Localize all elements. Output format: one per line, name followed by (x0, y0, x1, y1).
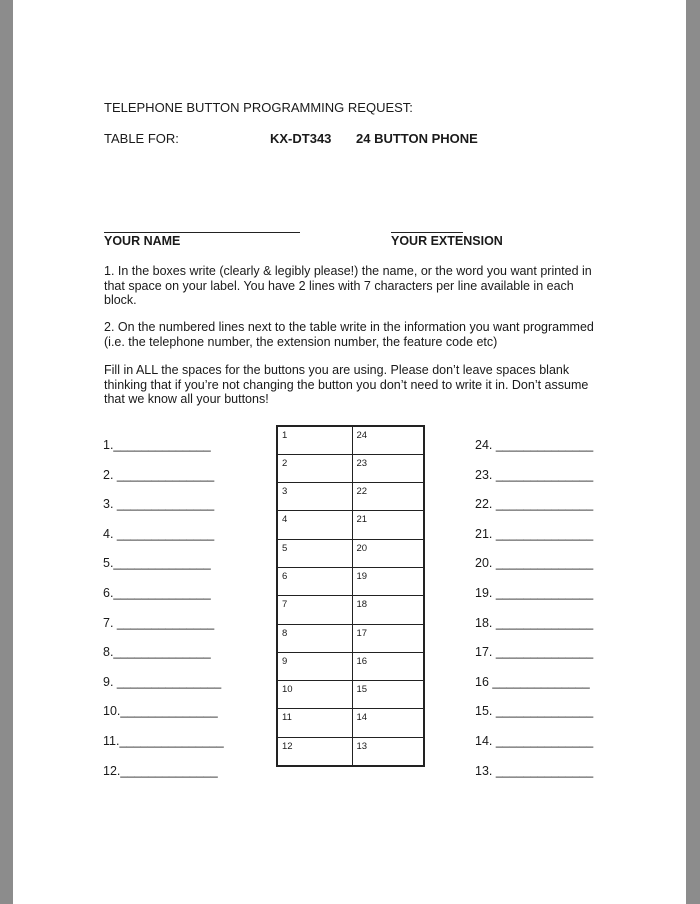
button-cell-2[interactable]: 2 (277, 454, 352, 482)
right-program-line-7[interactable]: 18. ______________ (475, 615, 594, 630)
button-cell-5[interactable]: 5 (277, 539, 352, 567)
left-program-line-10[interactable]: 10.______________ (103, 704, 218, 719)
button-cell-16[interactable]: 16 (352, 652, 424, 680)
button-table-row (277, 737, 424, 765)
table-for-label: TABLE FOR: (104, 131, 179, 146)
your-name-label: YOUR NAME (104, 234, 181, 248)
right-program-line-6[interactable]: 19. ______________ (475, 586, 594, 600)
left-program-line-11[interactable]: 11._______________ (103, 734, 224, 748)
button-cell-14[interactable]: 14 (352, 709, 424, 737)
left-program-line-6[interactable]: 6.______________ (103, 586, 211, 600)
button-cell-18[interactable]: 18 (352, 596, 424, 624)
button-cell-7[interactable]: 7 (277, 596, 352, 624)
button-cell-8[interactable]: 8 (277, 624, 352, 652)
phone-model: KX-DT343 (270, 131, 332, 146)
your-extension-label: YOUR EXTENSION (391, 234, 503, 248)
button-table-row (277, 624, 424, 652)
button-cell-12[interactable]: 12 (277, 737, 352, 765)
button-cell-9[interactable]: 9 (277, 652, 352, 680)
button-table-row (277, 652, 424, 680)
button-label-table (276, 425, 425, 767)
button-table-row (277, 596, 424, 624)
instruction-paragraph-3: Fill in ALL the spaces for the buttons you are using. Please don’t leave spaces blank thinking that if you’re not changing the button you don’t need to write it in. Don’t assume that we know all your buttons! (104, 363, 589, 406)
phone-type: 24 BUTTON PHONE (356, 131, 478, 146)
right-program-line-12[interactable]: 13. ______________ (475, 763, 594, 778)
name-underline[interactable] (104, 232, 300, 233)
right-program-line-4[interactable]: 21. ______________ (475, 526, 594, 541)
button-cell-10[interactable]: 10 (277, 681, 352, 709)
right-program-line-3[interactable]: 22. ______________ (475, 497, 594, 512)
left-program-line-1[interactable]: 1.______________ (103, 438, 211, 452)
button-cell-24[interactable]: 24 (352, 426, 424, 454)
right-program-line-8[interactable]: 17. ______________ (475, 645, 594, 660)
button-table-row (277, 426, 424, 454)
button-table-row (277, 681, 424, 709)
button-table-row (277, 567, 424, 595)
button-cell-11[interactable]: 11 (277, 709, 352, 737)
button-cell-15[interactable]: 15 (352, 681, 424, 709)
right-program-line-9[interactable]: 16 ______________ (475, 674, 590, 689)
button-cell-3[interactable]: 3 (277, 483, 352, 511)
button-cell-4[interactable]: 4 (277, 511, 352, 539)
button-table-row (277, 539, 424, 567)
right-program-line-5[interactable]: 20. ______________ (475, 556, 594, 571)
right-program-line-10[interactable]: 15. ______________ (475, 704, 594, 719)
button-cell-13[interactable]: 13 (352, 737, 424, 765)
button-table-row (277, 709, 424, 737)
extension-underline[interactable] (391, 232, 463, 233)
right-program-line-11[interactable]: 14. ______________ (475, 734, 594, 748)
button-cell-19[interactable]: 19 (352, 567, 424, 595)
left-program-line-3[interactable]: 3. ______________ (103, 497, 215, 512)
left-program-line-8[interactable]: 8.______________ (103, 645, 211, 660)
button-table-row (277, 454, 424, 482)
button-table-row (277, 511, 424, 539)
button-cell-21[interactable]: 21 (352, 511, 424, 539)
instruction-paragraph-1: 1. In the boxes write (clearly & legibly please!) the name, or the word you want printed in that space on your label. You have 2 lines with 7 characters per line available in each block. (104, 264, 592, 307)
button-cell-6[interactable]: 6 (277, 567, 352, 595)
form-title: TELEPHONE BUTTON PROGRAMMING REQUEST: (104, 100, 413, 115)
left-program-line-4[interactable]: 4. ______________ (103, 526, 215, 541)
button-table-row (277, 483, 424, 511)
left-program-line-5[interactable]: 5.______________ (103, 556, 211, 571)
instruction-paragraph-2: 2. On the numbered lines next to the table write in the information you want programmed (i.e. the telephone number, the extension number, the feature code etc) (104, 320, 594, 349)
left-program-line-12[interactable]: 12.______________ (103, 763, 218, 778)
button-cell-23[interactable]: 23 (352, 454, 424, 482)
left-program-line-7[interactable]: 7. ______________ (103, 615, 215, 630)
left-program-line-2[interactable]: 2. ______________ (103, 467, 215, 482)
left-program-line-9[interactable]: 9. _______________ (103, 674, 222, 689)
button-cell-22[interactable]: 22 (352, 483, 424, 511)
right-program-line-2[interactable]: 23. ______________ (475, 467, 594, 482)
button-cell-17[interactable]: 17 (352, 624, 424, 652)
right-program-line-1[interactable]: 24. ______________ (475, 438, 594, 452)
button-cell-20[interactable]: 20 (352, 539, 424, 567)
button-cell-1[interactable]: 1 (277, 426, 352, 454)
